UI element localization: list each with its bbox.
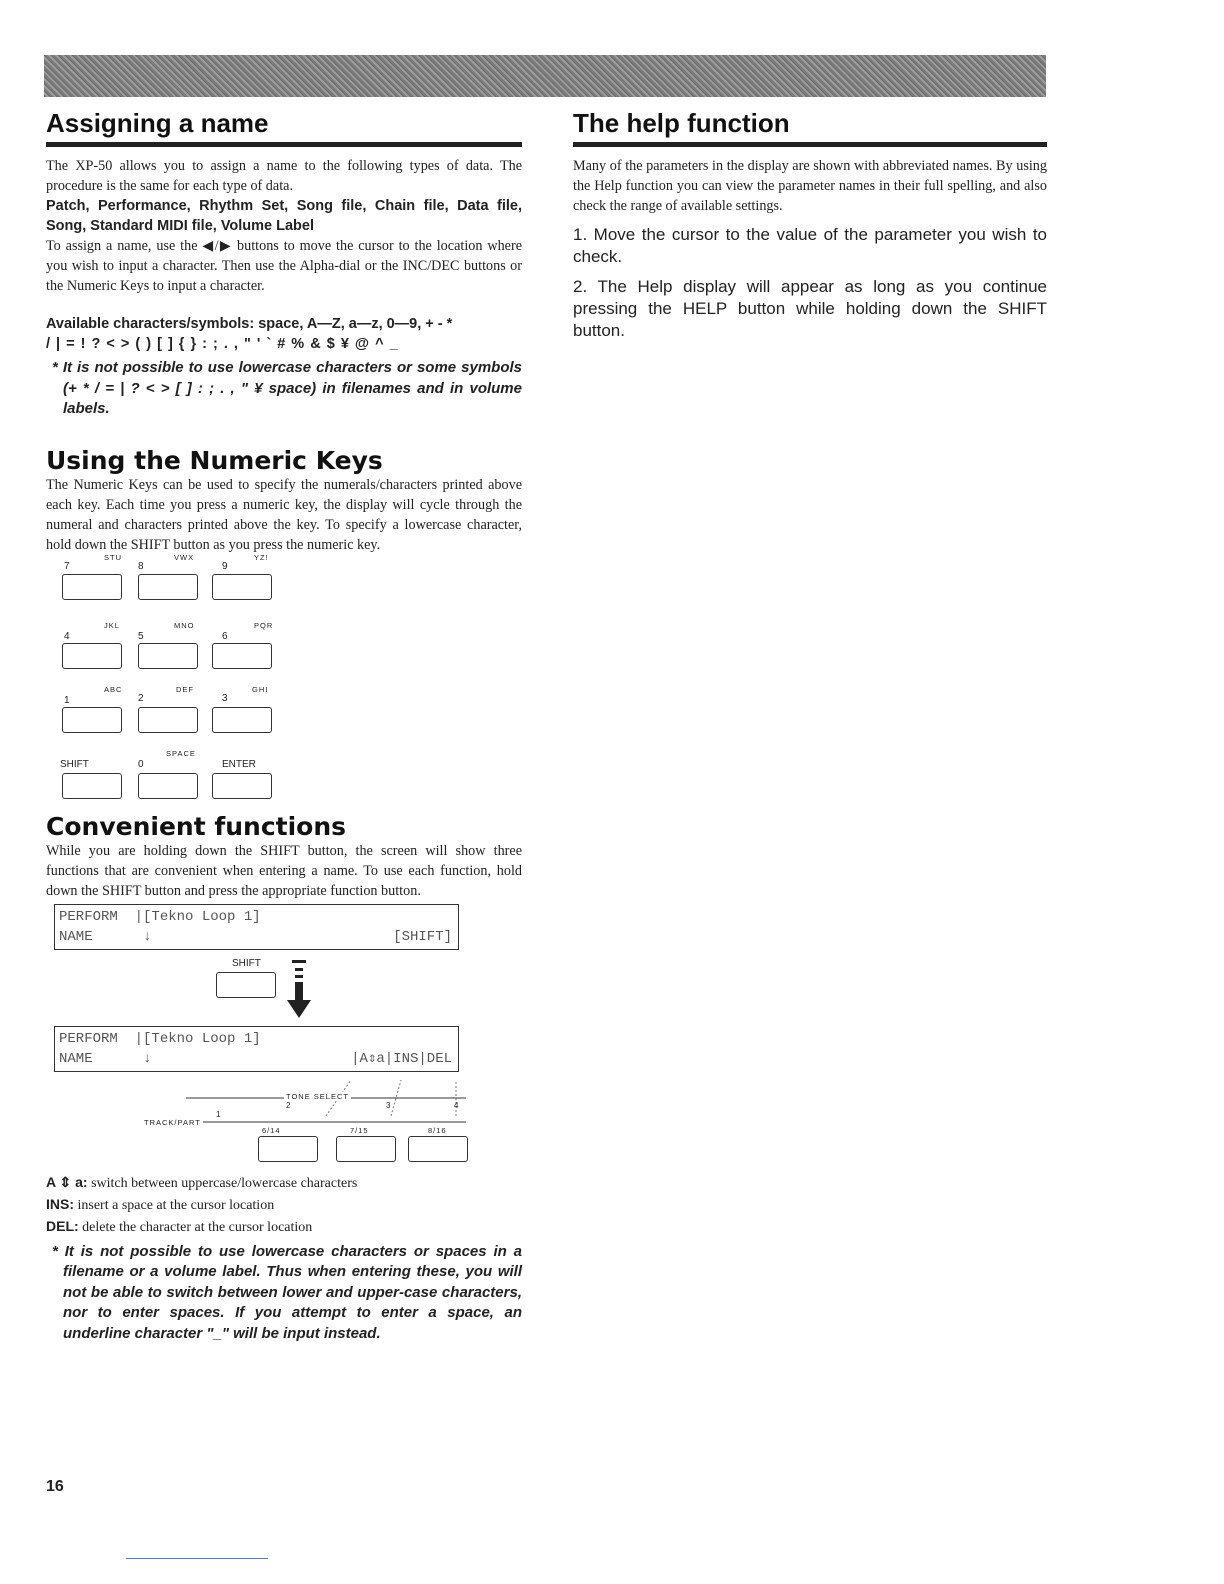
right-column [573,108,1047,342]
shift-arrow-figure [46,950,522,1026]
lcd-line: PERFORM |[Tekno Loop 1] [59,1030,261,1047]
numeric-intro: The Numeric Keys can be used to specify the numerals/characters printed above each key. Each time you press a numeric key, the display will cycle through the numeral and characters printed above the key. To specify a lowercase character, hold down the SHIFT button as you press the numeric key. [46,476,522,553]
key-7[interactable] [62,574,122,600]
lowercase-note: * It is not possible to use lowercase characters or spaces in a filename or a volume label. Thus when entering these, you will not be able to switch between lower and upper-case characters, nor to enter spaces. If you attempt to enter a space, an underline character "_" will be input instead. [52,1242,522,1342]
definition-item [46,1194,522,1216]
key-num: 8 [138,560,144,572]
key-letters: JKL [104,620,120,630]
numeric-keys-title: Using the Numeric Keys [46,445,383,475]
key-letters: PQR [254,620,274,630]
lcd-line: NAME ↓ [59,928,152,945]
key-3[interactable] [212,707,272,733]
lcd-display-functions [54,1026,459,1072]
definition-text: insert a space at the cursor location [77,1197,275,1213]
case-toggle-button[interactable] [258,1136,318,1162]
key-0[interactable] [138,773,198,799]
help-step-1: 1. Move the cursor to the value of the parameter you wish to check. [573,225,1047,266]
title-rule [46,142,522,147]
filename-note: * It is not possible to use lowercase characters or some symbols (+ * / = | ? < > [ ] : ; . , " ¥ space) in filenames and in volume labels. [52,359,522,417]
shift-button[interactable] [216,972,276,998]
key-letters: DEF [176,684,194,694]
key-num: 2 [138,692,144,704]
key-6[interactable] [212,643,272,669]
key-num: 6 [222,630,228,642]
key-letters: STU [104,552,122,562]
shift-label: SHIFT [232,957,261,969]
key-2[interactable] [138,707,198,733]
definition-text: delete the character at the cursor location [82,1219,313,1235]
definition-term: A ⇕ a: [46,1173,88,1190]
key-letters: YZ! [254,552,269,562]
assign-procedure: To assign a name, use the ◀/▶ buttons to move the cursor to the location where you wish to input a character. Then use the Alpha-dial or the INC/DEC buttons or the Numeric Keys to input a character. [46,238,522,294]
key-num: 9 [222,560,228,572]
key-num: 4 [64,630,70,642]
key-letters: ABC [104,684,123,694]
key-letters: VWX [174,552,195,562]
btn-label: 7/15 [350,1125,369,1135]
btn-num: 2 [286,1100,291,1110]
definition-term: INS: [46,1195,74,1212]
insert-button[interactable] [336,1136,396,1162]
btn-label: 6/14 [262,1125,281,1135]
btn-num: 4 [454,1100,459,1110]
help-title: The help function [573,108,790,138]
key-letters: SPACE [166,748,196,758]
tone-select-label: TONE SELECT [286,1091,349,1101]
btn-num: 3 [386,1100,391,1110]
key-num: 0 [138,758,144,770]
key-num: 1 [64,694,70,706]
header-banner [44,55,1046,97]
convenient-intro: While you are holding down the SHIFT button, the screen will show three functions that are convenient when entering a name. To use each function, hold down the SHIFT button and press the appropriate function button. [46,842,522,899]
key-4[interactable] [62,643,122,669]
function-definitions [46,1172,522,1238]
assign-intro: The XP-50 allows you to assign a name to the following types of data. The procedure is the same for each type of data. [46,158,522,194]
lcd-function-labels: |A⇕a|INS|DEL [351,1050,452,1067]
page-number: 16 [46,1478,64,1495]
convenient-title: Convenient functions [46,811,347,841]
available-symbols: / | = ! ? < > ( ) [ ] { } : ; . , " ' ` # % & $ ¥ @ ^ _ [46,336,399,352]
key-1[interactable] [62,707,122,733]
key-5[interactable] [138,643,198,669]
definition-term: DEL: [46,1217,79,1234]
footer-line [126,1558,268,1559]
assigning-title: Assigning a name [46,108,269,138]
data-types: Patch, Performance, Rhythm Set, Song file, Chain file, Data file, Song, Standard MIDI file, Volume Label [46,198,522,234]
key-enter[interactable] [212,773,272,799]
btn-num: 1 [216,1109,221,1119]
key-letters: GHI [252,684,269,694]
lcd-line: NAME ↓ [59,1050,152,1067]
numeric-keypad [46,552,522,814]
key-letters: MNO [174,620,195,630]
lcd-shift-indicator: [SHIFT] [393,928,452,945]
definition-item [46,1172,522,1194]
function-buttons-figure [46,1072,522,1172]
key-num: SHIFT [60,758,89,770]
lcd-display-shift [54,904,459,950]
key-8[interactable] [138,574,198,600]
key-9[interactable] [212,574,272,600]
help-step-2: 2. The Help display will appear as long as you continue pressing the HELP button while holding down the SHIFT button. [573,277,1047,340]
title-rule [573,142,1047,147]
key-num: ENTER [222,758,256,770]
key-num: 5 [138,630,144,642]
lcd-line: PERFORM |[Tekno Loop 1] [59,908,261,925]
key-num: 7 [64,560,70,572]
btn-label: 8/16 [428,1125,447,1135]
key-num: 3 [222,692,228,704]
definition-text: switch between uppercase/lowercase characters [91,1175,358,1191]
delete-button[interactable] [408,1136,468,1162]
left-column [46,108,522,1344]
help-intro: Many of the parameters in the display are shown with abbreviated names. By using the Help function you can view the parameter names in their full spelling, and also check the range of available settings. [573,158,1047,214]
key-shift[interactable] [62,773,122,799]
definition-item [46,1216,522,1238]
available-chars: Available characters/symbols: space, A—Z, a—z, 0—9, + - * [46,316,453,332]
down-arrow-icon [286,960,312,1020]
track-part-label: TRACK/PART [144,1117,201,1127]
